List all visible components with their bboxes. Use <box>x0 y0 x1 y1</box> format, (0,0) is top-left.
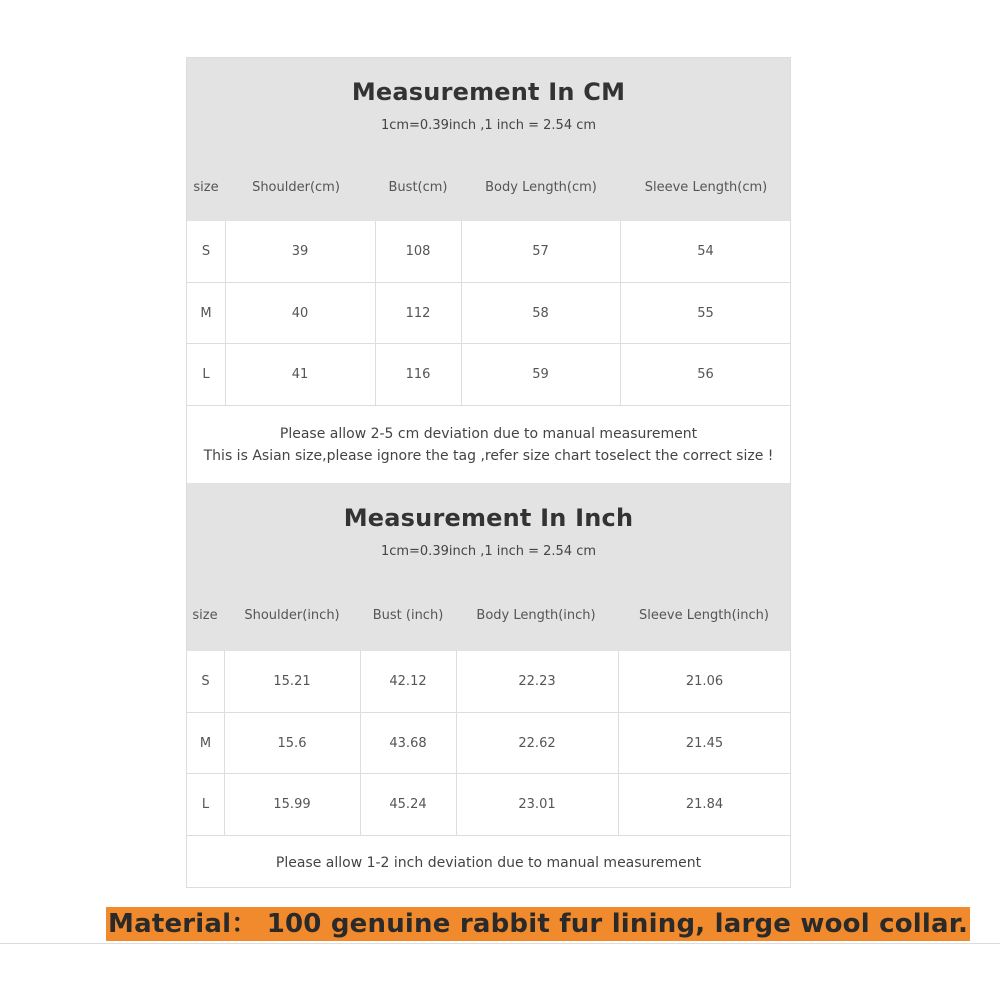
table-row <box>187 283 790 344</box>
table-row <box>187 713 790 774</box>
inch-cell-body-length: 23.01 <box>518 797 556 812</box>
inch-cell-shoulder: 15.21 <box>273 674 311 689</box>
cm-header-sleeve-length: Sleeve Length(cm) <box>644 180 768 195</box>
cm-cell-shoulder: 39 <box>291 244 309 259</box>
inch-cell-sleeve-length: 21.45 <box>685 735 724 751</box>
table-row <box>187 651 790 713</box>
cm-note-asian-size: This is Asian size,please ignore the tag ,refer size chart toselect the correct size ! <box>203 448 774 464</box>
cm-cell-sleeve-length: 55 <box>697 305 714 321</box>
cm-cell-size: S <box>201 244 211 259</box>
inch-cell-sleeve-length: 21.06 <box>685 674 724 689</box>
inch-subtitle: 1cm=0.39inch ,1 inch = 2.54 cm <box>380 544 597 559</box>
size-chart-sheet <box>186 57 791 888</box>
inch-header-shoulder: Shoulder(inch) <box>244 608 340 623</box>
inch-cell-size: L <box>201 797 210 812</box>
inch-cell-size: S <box>201 674 210 689</box>
divider-line <box>0 943 1000 944</box>
cm-header-size: size <box>193 180 219 195</box>
cm-cell-shoulder: 41 <box>291 367 309 382</box>
cm-cell-size: M <box>200 305 212 321</box>
cm-cell-size: L <box>202 367 210 382</box>
inch-header-size: size <box>192 608 218 623</box>
inch-note-deviation: Please allow 1-2 inch deviation due to manual measurement <box>275 855 702 871</box>
inch-header-block <box>187 483 790 651</box>
inch-title: Measurement In Inch <box>343 504 634 532</box>
table-row <box>187 344 790 406</box>
inch-cell-body-length: 22.62 <box>518 735 556 751</box>
inch-cell-shoulder: 15.6 <box>277 735 307 751</box>
cm-header-block <box>187 58 790 221</box>
cm-cell-sleeve-length: 54 <box>697 244 714 259</box>
cm-header-bust: Bust(cm) <box>388 180 448 195</box>
inch-cell-size: M <box>199 735 212 751</box>
column-divider <box>456 651 457 836</box>
column-divider <box>360 651 361 836</box>
inch-cell-bust: 45.24 <box>389 797 427 812</box>
cm-note-deviation: Please allow 2-5 cm deviation due to manual measurement <box>279 426 698 442</box>
inch-header-bust: Bust (inch) <box>372 608 444 623</box>
column-divider <box>375 221 376 406</box>
cm-cell-sleeve-length: 56 <box>697 367 714 382</box>
cm-table <box>187 221 790 406</box>
column-divider <box>618 651 619 836</box>
inch-cell-bust: 43.68 <box>389 735 427 751</box>
inch-table <box>187 651 790 836</box>
cm-cell-bust: 108 <box>405 244 431 259</box>
cm-cell-body-length: 57 <box>532 244 549 259</box>
inch-cell-body-length: 22.23 <box>518 674 556 689</box>
cm-cell-body-length: 59 <box>532 367 549 382</box>
inch-cell-bust: 42.12 <box>389 674 427 689</box>
column-divider <box>620 221 621 406</box>
column-divider <box>224 651 225 836</box>
cm-cell-bust: 112 <box>405 305 431 321</box>
cm-subtitle: 1cm=0.39inch ,1 inch = 2.54 cm <box>380 118 597 133</box>
inch-header-body-length: Body Length(inch) <box>476 608 596 623</box>
column-divider <box>461 221 462 406</box>
column-divider <box>225 221 226 406</box>
inch-cell-sleeve-length: 21.84 <box>685 797 724 812</box>
cm-cell-shoulder: 40 <box>291 305 309 321</box>
material-banner: Material： 100 genuine rabbit fur lining, large wool collar. <box>108 909 969 939</box>
cm-cell-body-length: 58 <box>532 305 549 321</box>
table-row <box>187 221 790 283</box>
cm-title: Measurement In CM <box>351 78 626 106</box>
inch-cell-shoulder: 15.99 <box>273 797 311 812</box>
table-row <box>187 774 790 836</box>
cm-header-shoulder: Shoulder(cm) <box>252 180 340 195</box>
cm-cell-bust: 116 <box>405 367 431 382</box>
inch-header-sleeve-length: Sleeve Length(inch) <box>639 608 769 623</box>
cm-header-body-length: Body Length(cm) <box>485 180 597 195</box>
